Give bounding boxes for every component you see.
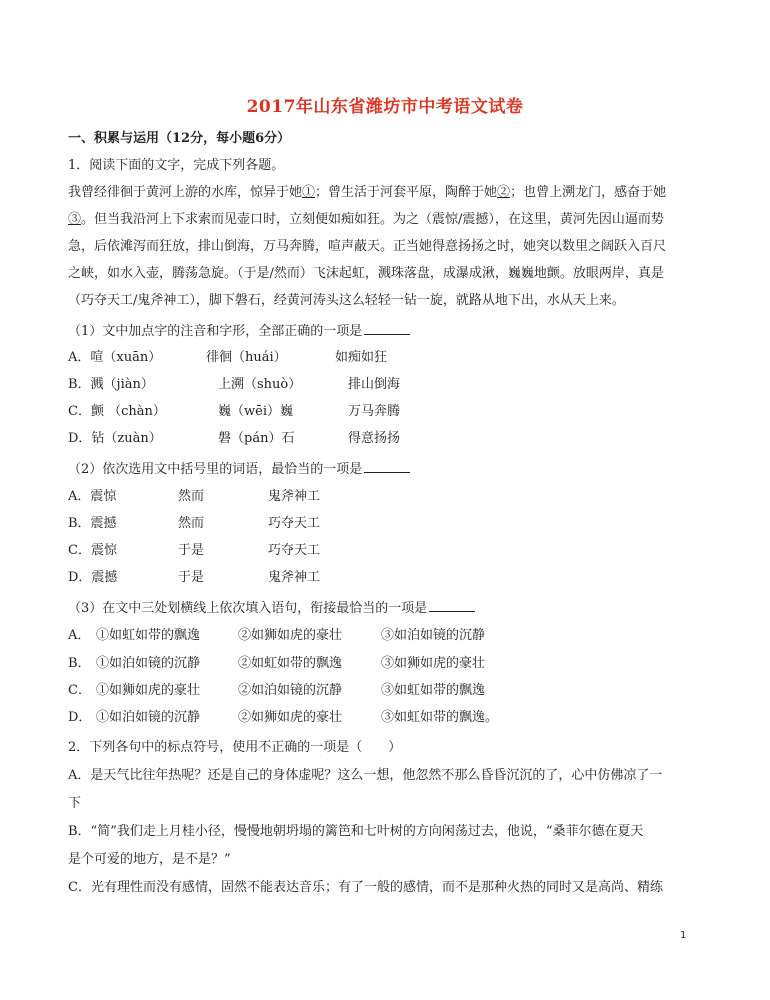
- section-heading: 一、积累与运用（12分，每小题6分）: [68, 131, 291, 146]
- passage-line-4: 之峡，如水入壶，腾荡急旋。（于是/然而）飞沫起虹，溅珠落盘，成瀑成湫，巍巍地颤。放眼两岸，真是: [68, 266, 664, 281]
- answer-blank: [364, 460, 410, 473]
- blank-marker-2: ②: [497, 185, 511, 200]
- q2-option-b-line-2: 是个可爱的地方，是不是？”: [68, 852, 231, 867]
- sub-question-1: （1）文中加点字的注音和字形，全部正确的一项是: [68, 322, 708, 340]
- q2-option-a-line-1: A．是天气比往年热呢？还是自己的身体虚呢？这么一想，他忽然不那么昏昏沉沉的了，心中仿佛凉了一: [68, 768, 663, 783]
- question-2-stem: 2．下列各句中的标点符号，使用不正确的一项是（ ）: [68, 740, 402, 755]
- blank-marker-3: ③: [68, 212, 82, 227]
- sub-question-3: （3）在文中三处划横线上依次填入语句，衔接最恰当的一项是: [68, 599, 708, 617]
- answer-blank: [429, 599, 475, 612]
- page-number: 1: [680, 930, 687, 941]
- passage-line-2: ③。但当我沿河上下求索而见壶口时，立刻便如痴如狂。为之（震惊/震撼），在这里，黄河先因山逼而势: [68, 212, 664, 227]
- page-title: 2017年山东省潍坊市中考语文试卷: [246, 97, 524, 117]
- q2-option-b-line-1: B．“简”我们走上月桂小径，慢慢地朝坍塌的篱笆和七叶树的方向闲荡过去，他说，“桑菲尔德在夏天: [68, 824, 644, 839]
- document-page: 2017年山东省潍坊市中考语文试卷 一、积累与运用（12分，每小题6分） 1．阅读下面的文字，完成下列各题。 我曾经徘徊于黄河上游的水库，惊异于她①；曾生活于河套平原，陶醉于她②；也曾上溯龙门，感奋于她 ③。但当我沿河上下求索而见壶口时，立刻便如痴如狂。为之（震惊/震撼），在这里，黄河先因山逼而势 急，后依滩泻而狂放，排山倒海，万马奔腾，喧声蔽天。正当她得意扬扬之时，她突以数里之阔跃入百尺 之峡，如水入壶，腾荡急旋。（于是/然而）飞沫起虹，溅珠落盘，成瀑成湫，巍巍地颤。放眼两岸，真是 （巧夺天工/鬼斧神工），脚下磐石，经黄河涛头这么轻轻一钻一旋，就路从地下出，水从天上来。 （1）文中加点字的注音和字形，全部正确的一项是 A．喧（xuān） 徘徊（huái） 如痴如狂 B．溅（jiàn） 上溯（shuò） 排山倒海 C．颤 （chàn） 巍（wēi）巍 万马奔腾 D．钻（zuàn） 磐（pán）石 得意扬扬 （2）依次选用文中括号里的词语，最恰当的一项是 A．震惊 然而 鬼斧神工 B．震撼 然而 巧夺天工 C．震惊 于是 巧夺天工 D．震撼 于是 鬼斧神工 （3）在文中三处划横线上依次填入语句，衔接最恰当的一项是 A． ①如虹如带的飘逸 ②如狮如虎的豪壮 ③如泊如镜的沉静 B． ①如泊如镜的沉静 ②如虹如带的飘逸 ③如狮如虎的豪壮 C． ①如狮如虎的豪壮 ②如泊如镜的沉静 ③如虹如带的飘逸 D． ①如泊如镜的沉静 ②如狮如虎的豪壮 ③如虹如带的飘逸。 2．下列各句中的标点符号，使用不正确的一项是（ ） A．是天气比往年热呢？还是自己的身体虚呢？这么一想，他忽然不那么昏昏沉沉的了，心中仿佛凉了一 下 B．“简”我们走上月桂小径，慢慢地朝坍塌的篱笆和七叶树的方向闲荡过去，他说，“桑菲尔德在夏天 是个可爱的地方，是不是？” C．光有理性而没有感情，固然不能表达音乐；有了一般的感情，而不是那种火热的同时又是高尚、精练 1: [0, 0, 770, 1000]
- blank-marker-1: ①: [302, 185, 316, 200]
- sub-question-2: （2）依次选用文中括号里的词语，最恰当的一项是: [68, 460, 708, 478]
- passage-line-5: （巧夺天工/鬼斧神工），脚下磐石，经黄河涛头这么轻轻一钻一旋，就路从地下出，水从天上来。: [68, 293, 625, 308]
- passage-line-3: 急，后依滩泻而狂放，排山倒海，万马奔腾，喧声蔽天。正当她得意扬扬之时，她突以数里之阔跃入百尺: [68, 239, 667, 254]
- question-1-stem: 1．阅读下面的文字，完成下列各题。: [68, 158, 285, 173]
- q2-option-c-line-1: C．光有理性而没有感情，固然不能表达音乐；有了一般的感情，而不是那种火热的同时又是高尚、精练: [68, 880, 663, 895]
- q2-option-a-line-2: 下: [68, 796, 82, 811]
- passage-line-1: 我曾经徘徊于黄河上游的水库，惊异于她①；曾生活于河套平原，陶醉于她②；也曾上溯龙门，感奋于她: [68, 185, 667, 200]
- answer-blank: [364, 322, 410, 335]
